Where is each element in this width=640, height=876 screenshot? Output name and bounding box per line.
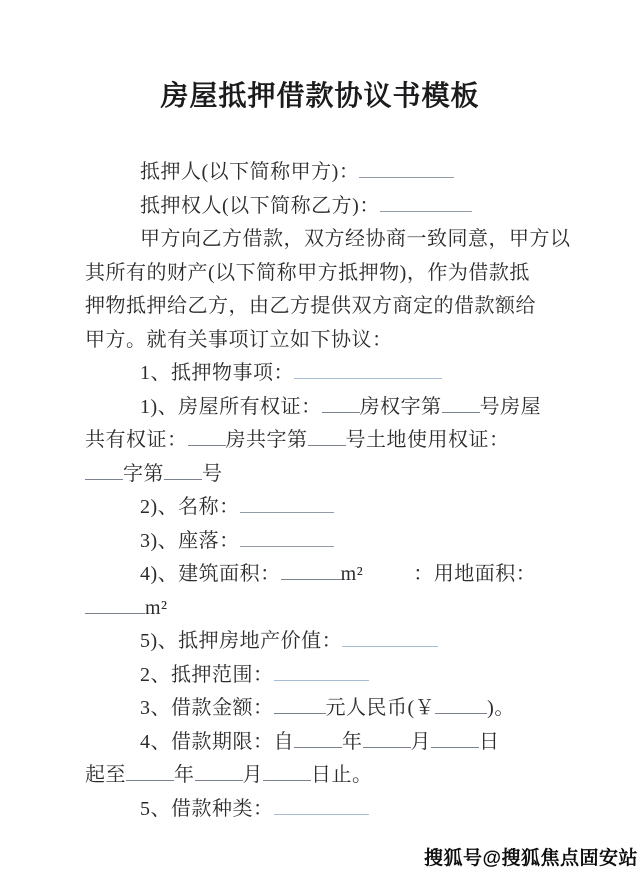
blank-field bbox=[281, 559, 341, 580]
text-run: )。 bbox=[487, 697, 515, 719]
text-run: 甲方。就有关事项订立如下协议： bbox=[85, 328, 393, 351]
text-run: 1)、房屋所有权证： bbox=[140, 395, 322, 418]
text-run: 月 bbox=[410, 730, 431, 753]
text-run: 5)、抵押房地产价值： bbox=[140, 630, 343, 652]
document-line bbox=[85, 625, 575, 659]
text-run: 押物抵押给乙方，由乙方提供双方商定的借款额给 bbox=[85, 295, 536, 317]
blank-field bbox=[294, 727, 342, 748]
text-run: m² bbox=[145, 596, 168, 619]
text-run: 抵押人(以下简称甲方)： bbox=[140, 161, 360, 183]
blank-field bbox=[442, 392, 480, 413]
text-run: 日 bbox=[479, 730, 500, 753]
text-run: ：用地面积： bbox=[413, 563, 537, 585]
blank-field bbox=[294, 358, 442, 379]
document-line bbox=[85, 324, 575, 358]
document-line bbox=[85, 156, 575, 190]
text-run: 号 bbox=[202, 462, 223, 485]
blank-field bbox=[274, 794, 369, 815]
blank-field bbox=[380, 191, 472, 212]
blank-field bbox=[431, 727, 479, 748]
document-line bbox=[85, 257, 575, 291]
text-run: 字第 bbox=[123, 462, 164, 485]
blank-field bbox=[263, 760, 311, 781]
text-run: 3)、座落： bbox=[140, 529, 240, 552]
blank-field bbox=[240, 492, 334, 513]
text-run: 1、抵押物事项： bbox=[140, 362, 294, 384]
watermark-text: 搜狐号@搜狐焦点固安站 bbox=[423, 848, 638, 869]
text-run: 4)、建筑面积： bbox=[140, 563, 281, 585]
text-run: 年 bbox=[342, 730, 363, 753]
text-run: 起至 bbox=[85, 764, 126, 786]
text-run: 元人民币(￥ bbox=[325, 697, 436, 719]
document-line bbox=[85, 525, 575, 559]
text-run: 月 bbox=[242, 764, 263, 786]
blank-field bbox=[85, 593, 145, 614]
document-line bbox=[85, 558, 575, 592]
text-run: 年 bbox=[174, 764, 195, 786]
document-line bbox=[85, 357, 575, 391]
blank-field bbox=[195, 760, 243, 781]
document-line bbox=[85, 458, 575, 492]
blank-field bbox=[85, 459, 123, 480]
document-line bbox=[85, 759, 575, 793]
document-line bbox=[85, 223, 575, 257]
document-line bbox=[85, 592, 575, 626]
text-run: 号房屋 bbox=[479, 395, 542, 418]
text-run: 日止。 bbox=[311, 764, 373, 786]
blank-field bbox=[164, 459, 202, 480]
blank-field bbox=[308, 425, 346, 446]
document-line bbox=[85, 726, 575, 760]
text-run: 5、借款种类： bbox=[140, 797, 274, 820]
blank-field bbox=[435, 693, 487, 714]
blank-field bbox=[274, 693, 326, 714]
text-run: 2、抵押范围： bbox=[140, 663, 274, 686]
blank-field bbox=[240, 526, 334, 547]
document-line bbox=[85, 659, 575, 693]
text-run: 3、借款金额： bbox=[140, 697, 274, 719]
document-line bbox=[85, 391, 575, 425]
text-run: 2)、名称： bbox=[140, 496, 240, 518]
spacer bbox=[363, 579, 413, 580]
document-line bbox=[85, 692, 575, 726]
text-run: 房共字第 bbox=[225, 429, 308, 451]
document-line bbox=[85, 793, 575, 827]
text-run: 其所有的财产(以下简称甲方抵押物)，作为借款抵 bbox=[85, 261, 530, 284]
document-line bbox=[85, 190, 575, 224]
document-line bbox=[85, 290, 575, 324]
text-run: 房权字第 bbox=[359, 395, 442, 418]
blank-field bbox=[359, 157, 454, 178]
document-body bbox=[85, 156, 575, 826]
text-run: m² bbox=[340, 563, 364, 585]
text-run: 号土地使用权证： bbox=[345, 429, 510, 451]
blank-field bbox=[126, 760, 174, 781]
document-line bbox=[85, 424, 575, 458]
document-title: 房屋抵押借款协议书模板 bbox=[160, 80, 480, 111]
blank-field bbox=[342, 626, 438, 647]
document-line bbox=[85, 491, 575, 525]
text-run: 4、借款期限：自 bbox=[140, 730, 294, 753]
text-run: 抵押权人(以下简称乙方)： bbox=[140, 194, 380, 217]
text-run: 甲方向乙方借款，双方经协商一致同意，甲方以 bbox=[140, 228, 571, 250]
blank-field bbox=[274, 660, 369, 681]
text-run: 共有权证： bbox=[85, 429, 188, 451]
blank-field bbox=[188, 425, 226, 446]
blank-field bbox=[363, 727, 411, 748]
blank-field bbox=[322, 392, 360, 413]
